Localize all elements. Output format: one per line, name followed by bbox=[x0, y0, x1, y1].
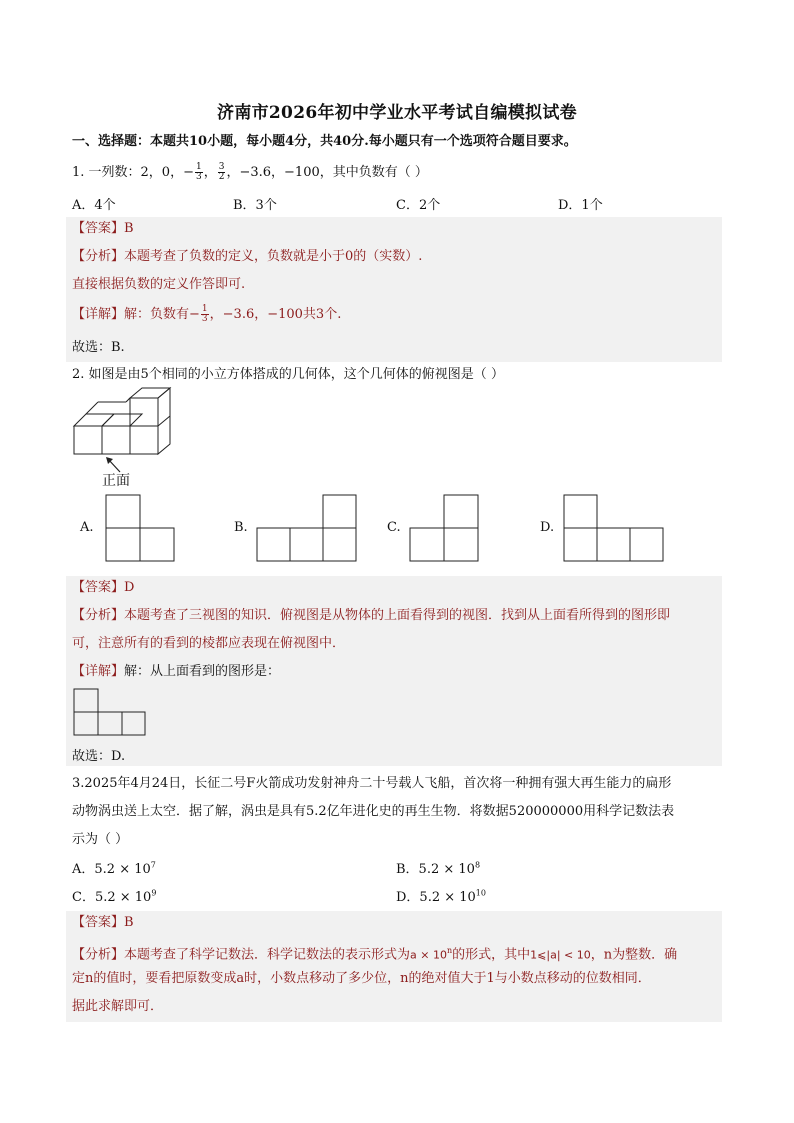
question-3-stem-2: 动物涡虫送上太空．据了解，涡虫是具有5.2亿年进化史的再生生物．将数据520000000用科学记数法表 bbox=[72, 804, 675, 819]
option-c-figure bbox=[409, 494, 481, 564]
section-heading: 一、选择题：本题共10小题，每小题4分，共40分.每小题只有一个选项符合题目要求。 bbox=[72, 134, 577, 149]
analysis-3-cont: 定n的值时，要看把原数变成a时，小数点移动了多少位，n的绝对值大于1与小数点移动的位数相同． bbox=[72, 971, 651, 986]
option-a-figure bbox=[105, 494, 177, 564]
option-c: C．$5.2 \times 10^9$ bbox=[72, 888, 157, 905]
analysis-1-cont: 直接根据负数的定义作答即可. bbox=[72, 277, 246, 292]
choose-2: 故选：D. bbox=[72, 749, 126, 764]
analysis-1: 【分析】本题考查了负数的定义，负数就是小于0的（实数）. bbox=[72, 249, 423, 264]
answer-figure bbox=[73, 688, 147, 738]
detail-1: 【详解】解：负数有− $\frac{1}{3}$ ，−3.6，−100共3个. bbox=[72, 304, 342, 324]
analysis-3: 【分析】本题考查了科学记数法．科学记数法的表示形式为$a \times 10^n$的形式，其中1⩽|a| < 10，n为整数．确 bbox=[72, 946, 678, 963]
question-3-stem-3: 示为（ ） bbox=[72, 832, 129, 847]
option-d: D．$5.2 \times 10^{10}$ bbox=[396, 888, 486, 905]
option-b: B. bbox=[234, 520, 248, 535]
question-3-stem-1: 3.2025年4月24日，长征二号F火箭成功发射神舟二十号载人飞船，首次将一种拥有强大再生能力的扁形 bbox=[72, 776, 672, 791]
answer-2: 【答案】D bbox=[72, 580, 135, 595]
option-a: A．$5.2 \times 10^7$ bbox=[72, 860, 156, 877]
fraction: $\frac{3}{2}$ bbox=[218, 162, 225, 182]
option-b-figure bbox=[256, 494, 360, 564]
solid-figure bbox=[72, 390, 172, 460]
option-c: C．2个 bbox=[396, 198, 441, 213]
fraction: $\frac{1}{3}$ bbox=[201, 304, 208, 324]
option-d: D. bbox=[540, 520, 555, 535]
analysis-2: 【分析】本题考查了三视图的知识．俯视图是从物体的上面看得到的视图．找到从上面看所得到的图形即 bbox=[72, 608, 671, 623]
front-label: 正面 bbox=[102, 473, 130, 489]
option-c: C. bbox=[387, 520, 401, 535]
analysis-3-cont-2: 据此求解即可． bbox=[72, 999, 164, 1014]
answer-1: 【答案】B bbox=[72, 221, 134, 236]
option-a: A．4个 bbox=[72, 198, 116, 213]
choose-1: 故选：B. bbox=[72, 340, 125, 355]
question-1-stem: 1. 一列数：2，0，− $\frac{1}{3}$ ， $\frac{3}{2}$ ，−3.6，−100，其中负数有（ ） bbox=[72, 162, 428, 182]
answer-box-3 bbox=[66, 911, 722, 1022]
option-a: A. bbox=[80, 520, 94, 535]
page-title: 济南市2026年初中学业水平考试自编模拟试卷 bbox=[217, 103, 577, 123]
option-b: B．$5.2 \times 10^8$ bbox=[396, 860, 481, 877]
fraction: $\frac{1}{3}$ bbox=[195, 162, 202, 182]
option-b: B．3个 bbox=[233, 198, 277, 213]
option-d: D．1个 bbox=[558, 198, 603, 213]
answer-3: 【答案】B bbox=[72, 915, 134, 930]
option-d-figure bbox=[563, 494, 667, 564]
detail-2: 【详解】解：从上面看到的图形是： bbox=[72, 664, 281, 679]
analysis-2-cont: 可，注意所有的看到的棱都应表现在俯视图中． bbox=[72, 636, 346, 651]
question-2-stem: 2. 如图是由5个相同的小立方体搭成的几何体，这个几何体的俯视图是（ ） bbox=[72, 367, 504, 382]
